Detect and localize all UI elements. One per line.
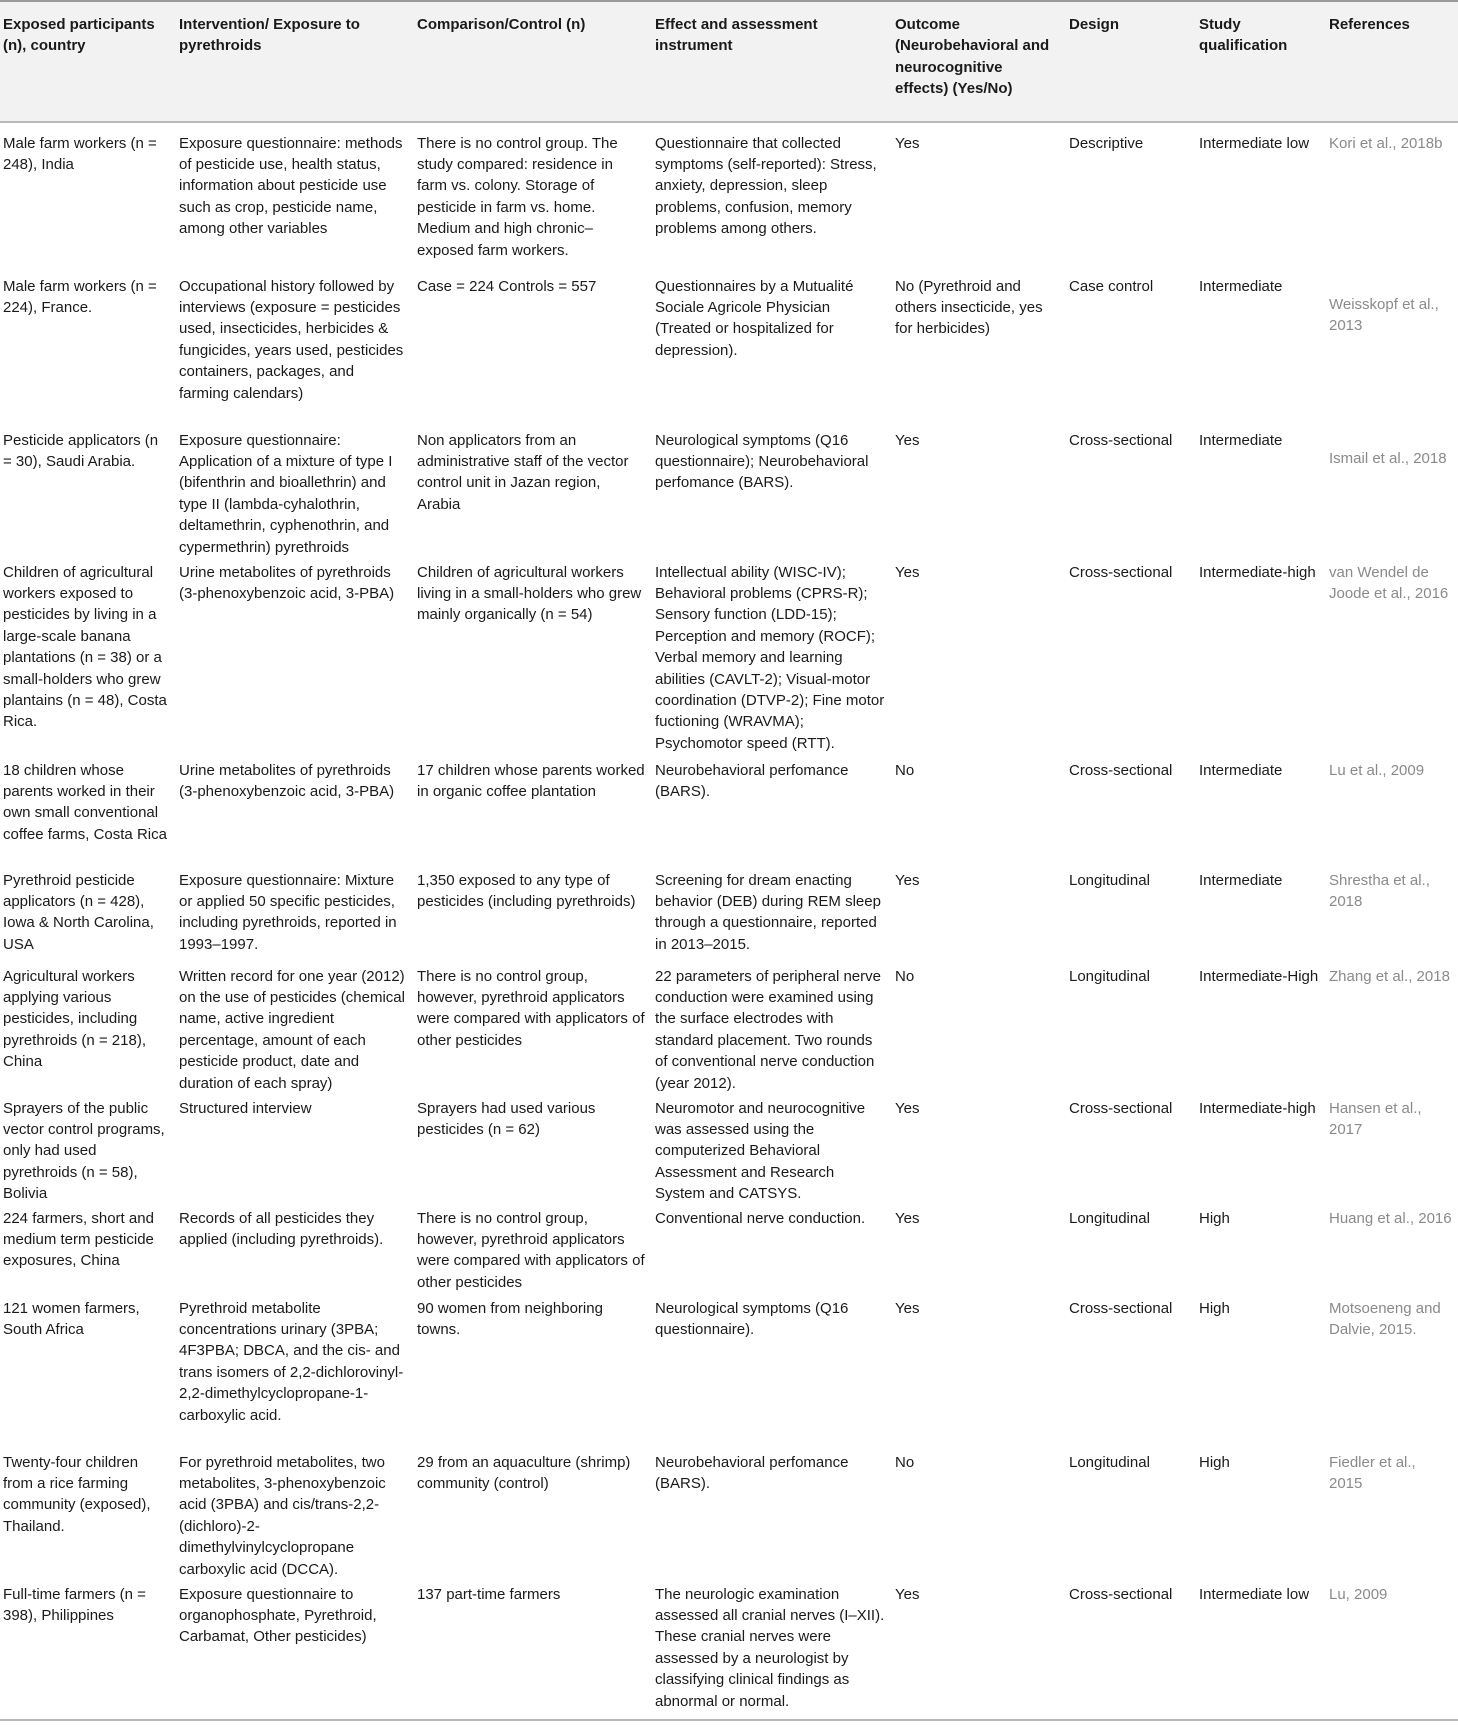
- cell-reference: Shrestha et al., 2018: [1329, 871, 1430, 911]
- cell-reference: Fiedler et al., 2015: [1329, 1453, 1416, 1493]
- cell-outcome: No: [895, 967, 915, 985]
- cell-effect: Screening for dream enacting behavior (DEB) during REM sleep through a questionnaire, reported in 2013–2015.: [655, 871, 881, 953]
- table-row: [0, 430, 1458, 562]
- cell-reference: Weisskopf et al., 2013: [1329, 295, 1439, 335]
- cell-qualification: Intermediate low: [1196, 1584, 1326, 1720]
- cell-reference: Hansen et al., 2017: [1329, 1099, 1422, 1139]
- header-qualification: Study qualification: [1196, 1, 1326, 122]
- cell-exposure: Records of all pesticides they applied (including pyrethroids).: [179, 1209, 384, 1249]
- cell-design: Longitudinal: [1069, 967, 1150, 985]
- header-participants: Exposed participants (n), country: [0, 1, 176, 122]
- cell-control: There is no control group, however, pyrethroid applicators were compared with applicators of other pesticides: [417, 1209, 645, 1291]
- cell-design: Cross-sectional: [1069, 563, 1173, 581]
- cell-exposure: Urine metabolites of pyrethroids (3-phenoxybenzoic acid, 3-PBA): [179, 761, 395, 801]
- cell-design: Descriptive: [1069, 134, 1144, 152]
- cell-control: Non applicators from an administrative staff of the vector control unit in Jazan region, Arabia: [417, 431, 629, 513]
- cell-effect: Neurological symptoms (Q16 questionnaire).: [655, 1299, 849, 1339]
- cell-reference: Lu, 2009: [1326, 1584, 1458, 1720]
- cell-exposure: Exposure questionnaire: methods of pesticide use, health status, information about pesticide use such as crop, pesticide name, among other variables: [179, 134, 403, 238]
- cell-outcome: No: [895, 1453, 915, 1471]
- cell-design: Cross-sectional: [1069, 761, 1173, 779]
- cell-participants: Sprayers of the public vector control programs, only had used pyrethroids (n = 58), Bolivia: [3, 1099, 165, 1203]
- cell-participants: 18 children whose parents worked in their own small conventional coffee farms, Costa Rica: [3, 761, 167, 843]
- cell-design: Longitudinal: [1069, 871, 1150, 889]
- table-header-row: [0, 1, 1458, 122]
- table-row: [0, 1584, 1458, 1720]
- cell-control: There is no control group, however, pyrethroid applicators were compared with applicators of other pesticides: [417, 967, 645, 1049]
- cell-qualification: Intermediate-high: [1199, 1099, 1316, 1117]
- cell-participants: 224 farmers, short and medium term pesticide exposures, China: [3, 1209, 154, 1270]
- cell-qualification: Intermediate-High: [1199, 967, 1319, 985]
- cell-participants: Full-time farmers (n = 398), Philippines: [0, 1584, 176, 1720]
- cell-effect: Neurological symptoms (Q16 questionnaire); Neurobehavioral perfomance (BARS).: [655, 431, 869, 492]
- cell-control: 90 women from neighboring towns.: [417, 1299, 603, 1339]
- cell-participants: Pesticide applicators (n = 30), Saudi Arabia.: [3, 431, 159, 471]
- cell-qualification: Intermediate: [1199, 871, 1283, 889]
- cell-participants: Twenty-four children from a rice farming community (exposed), Thailand.: [3, 1453, 151, 1535]
- cell-control: Sprayers had used various pesticides (n = 62): [417, 1099, 596, 1139]
- cell-qualification: Intermediate: [1199, 431, 1283, 449]
- table-row: [0, 1452, 1458, 1584]
- cell-exposure: Occupational history followed by interviews (exposure = pesticides used, insecticides, herbicides & fungicides, years used, pesticides containers, packages, and farming calendars): [179, 277, 404, 402]
- cell-design: Cross-sectional: [1069, 431, 1173, 449]
- table-row: [0, 562, 1458, 760]
- cell-qualification: Intermediate low: [1199, 134, 1310, 152]
- cell-effect: Conventional nerve conduction.: [655, 1209, 866, 1227]
- cell-participants: Male farm workers (n = 224), France.: [3, 277, 157, 317]
- table-row: [0, 1098, 1458, 1208]
- cell-effect: Neurobehavioral perfomance (BARS).: [655, 761, 849, 801]
- cell-outcome: Yes: [895, 871, 920, 889]
- cell-outcome: Yes: [895, 431, 920, 449]
- cell-effect: Questionnaires by a Mutualité Sociale Agricole Physician (Treated or hospitalized for depression).: [655, 277, 854, 359]
- table-row: [0, 276, 1458, 430]
- header-design: Design: [1066, 1, 1196, 122]
- cell-reference: van Wendel de Joode et al., 2016: [1329, 563, 1449, 603]
- cell-qualification: High: [1199, 1299, 1230, 1317]
- cell-design: Cross-sectional: [1069, 1099, 1173, 1117]
- cell-outcome: Yes: [895, 1299, 920, 1317]
- cell-effect: Questionnaire that collected symptoms (self-reported): Stress, anxiety, depression, sleep problems, confusion, memory problems among others.: [655, 134, 877, 238]
- header-effect: Effect and assessment instrument: [652, 1, 892, 122]
- table-row: [0, 760, 1458, 870]
- cell-exposure: Pyrethroid metabolite concentrations urinary (3PBA; 4F3PBA; DBCA, and the cis- and trans isomers of 2,2-dichlorovinyl-2,2-dimethylcyclopropane-1-carboxylic acid.: [179, 1299, 404, 1424]
- header-control: Comparison/Control (n): [414, 1, 652, 122]
- cell-exposure: Structured interview: [179, 1099, 312, 1117]
- cell-qualification: Intermediate: [1199, 277, 1283, 295]
- cell-outcome: Yes: [895, 563, 920, 581]
- cell-exposure: Urine metabolites of pyrethroids (3-phenoxybenzoic acid, 3-PBA): [179, 563, 395, 603]
- cell-effect: 22 parameters of peripheral nerve conduction were examined using the surface electrodes with standard placement. Two rounds of conventional nerve conduction (year 2012).: [655, 967, 881, 1092]
- table-row: [0, 1298, 1458, 1452]
- cell-outcome: No (Pyrethroid and others insecticide, yes for herbicides): [895, 277, 1043, 338]
- cell-exposure: Exposure questionnaire: Application of a mixture of type I (bifenthrin and bioallethrin) and type II (lambda-cyhalothrin, deltamethrin, cyphenothrin, and cypermethrin) pyrethroids: [179, 431, 393, 556]
- cell-design: Cross-sectional: [1069, 1299, 1173, 1317]
- table-row: [0, 966, 1458, 1098]
- cell-control: There is no control group. The study compared: residence in farm vs. colony. Storage of pesticide in farm vs. home. Medium and high chronic–exposed farm workers.: [417, 134, 618, 259]
- cell-exposure: For pyrethroid metabolites, two metabolites, 3-phenoxybenzoic acid (3PBA) and cis/trans-2,2-(dichloro)-2-dimethylvinylcyclopropane carboxylic acid (DCCA).: [179, 1453, 386, 1578]
- cell-exposure: Exposure questionnaire to organophosphate, Pyrethroid, Carbamat, Other pesticides): [176, 1584, 414, 1720]
- cell-reference: Lu et al., 2009: [1329, 761, 1425, 779]
- cell-outcome: Yes: [895, 134, 920, 152]
- cell-design: Cross-sectional: [1066, 1584, 1196, 1720]
- cell-participants: 121 women farmers, South Africa: [3, 1299, 140, 1339]
- cell-qualification: High: [1199, 1453, 1230, 1471]
- cell-effect: Neuromotor and neurocognitive was assessed using the computerized Behavioral Assessment and Research System and CATSYS.: [655, 1099, 866, 1203]
- cell-control: Children of agricultural workers living in a small-holders who grew mainly organically (n = 54): [417, 563, 642, 624]
- cell-control: 29 from an aquaculture (shrimp) community (control): [417, 1453, 631, 1493]
- table-row: [0, 122, 1458, 276]
- header-outcome: Outcome (Neurobehavioral and neurocognitive effects) (Yes/No): [892, 1, 1066, 122]
- cell-design: Longitudinal: [1069, 1453, 1150, 1471]
- cell-control: 17 children whose parents worked in organic coffee plantation: [417, 761, 645, 801]
- cell-qualification: Intermediate: [1199, 761, 1283, 779]
- cell-outcome: No: [895, 761, 915, 779]
- cell-reference: Huang et al., 2016: [1329, 1209, 1452, 1227]
- cell-reference: Kori et al., 2018b: [1329, 134, 1443, 152]
- cell-exposure: Written record for one year (2012) on the use of pesticides (chemical name, active ingredient percentage, amount of each pesticide product, date and duration of each spray): [179, 967, 405, 1092]
- cell-reference: Zhang et al., 2018: [1329, 967, 1450, 985]
- cell-qualification: Intermediate-high: [1199, 563, 1316, 581]
- cell-effect: Neurobehavioral perfomance (BARS).: [655, 1453, 849, 1493]
- cell-participants: Male farm workers (n = 248), India: [3, 134, 157, 174]
- table-row: [0, 870, 1458, 966]
- header-exposure: Intervention/ Exposure to pyrethroids: [176, 1, 414, 122]
- cell-reference: Ismail et al., 2018: [1329, 449, 1447, 467]
- cell-exposure: Exposure questionnaire: Mixture or applied 50 specific pesticides, including pyrethroids, reported in 1993–1997.: [179, 871, 397, 953]
- cell-design: Case control: [1069, 277, 1154, 295]
- cell-outcome: Yes: [892, 1584, 1066, 1720]
- cell-control: 1,350 exposed to any type of pesticides (including pyrethroids): [417, 871, 636, 911]
- cell-outcome: Yes: [895, 1209, 920, 1227]
- cell-participants: Children of agricultural workers exposed to pesticides by living in a large-scale banana plantations (n = 38) or a small-holders who grew plantains (n = 48), Costa Rica.: [3, 563, 167, 731]
- cell-participants: Agricultural workers applying various pesticides, including pyrethroids (n = 218), China: [3, 967, 146, 1071]
- cell-design: Longitudinal: [1069, 1209, 1150, 1227]
- cell-qualification: High: [1199, 1209, 1230, 1227]
- cell-effect: The neurologic examination assessed all cranial nerves (I–XII). These cranial nerves were assessed by a neurologist by classifying clinical findings as abnormal or normal.: [652, 1584, 892, 1720]
- table-row: [0, 1208, 1458, 1298]
- cell-control: 137 part-time farmers: [414, 1584, 652, 1720]
- header-references: References: [1326, 1, 1458, 122]
- cell-control: Case = 224 Controls = 557: [417, 277, 597, 295]
- cell-effect: Intellectual ability (WISC-IV); Behavioral problems (CPRS-R); Sensory function (LDD-15); Perception and memory (ROCF); Verbal memory and learning abilities (CAVLT-2); Visual-motor coordination (DTVP-2); Fine motor fuctioning (WRAVMA); Psychomotor speed (RTT).: [655, 563, 885, 752]
- cell-reference: Motsoeneng and Dalvie, 2015.: [1329, 1299, 1441, 1339]
- cell-outcome: Yes: [895, 1099, 920, 1117]
- cell-participants: Pyrethroid pesticide applicators (n = 428), Iowa & North Carolina, USA: [3, 871, 154, 953]
